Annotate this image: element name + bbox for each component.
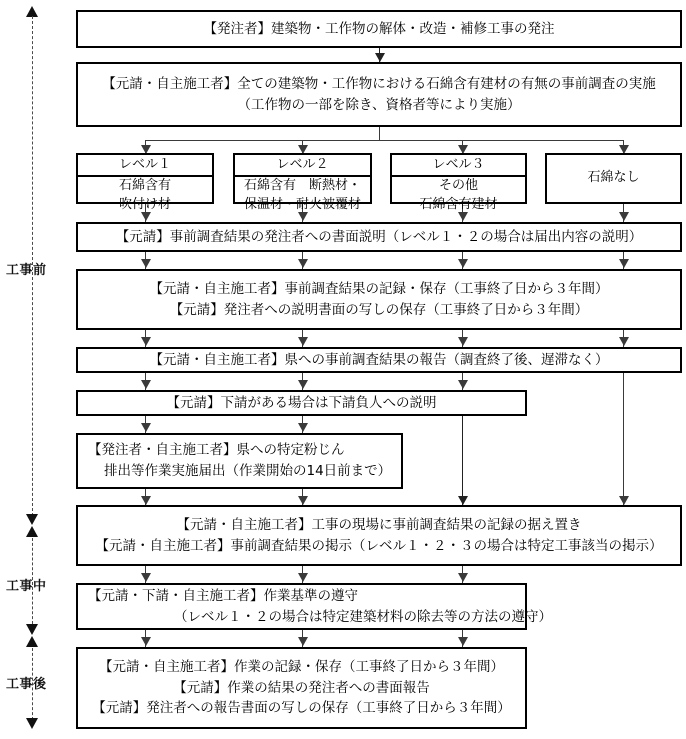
- timeline-label-during: 工事中: [6, 579, 47, 594]
- connector-report-bypass-lane-4: [623, 373, 624, 505]
- box-site-posting-line-1: 【元請・自主施工者】工事の現場に事前調査結果の記録の据え置き: [176, 516, 582, 533]
- arrowhead-postwork-3-icon: [458, 637, 468, 646]
- card-level-3-body-line-2: 石綿含有建材: [419, 196, 498, 212]
- arrowhead-site-posting-3-icon: [458, 496, 468, 505]
- card-level-1-header: レベル１: [78, 155, 212, 177]
- card-level-2-body-line-2: 保温材・耐火被覆材: [243, 196, 361, 212]
- box-post-work-line-2: 【元請】作業の結果の発注者への書面報告: [173, 679, 430, 696]
- timeline-divider-up-1-icon: [26, 526, 38, 537]
- arrowhead-postwork-2-icon: [298, 637, 308, 646]
- connector-subcontract-bypass-lane-3: [462, 416, 463, 505]
- arrowhead-site-posting-1-icon: [141, 496, 151, 505]
- card-level-3-body: [392, 177, 525, 215]
- timeline-divider-down-2-icon: [26, 624, 38, 635]
- box-work-standard-line-2: （レベル１・２の場合は特定建築材料の除去等の方法の遵守）: [174, 608, 552, 625]
- arrowhead-postwork-1-icon: [141, 637, 151, 646]
- box-record-keep: [76, 269, 682, 330]
- card-no-asbestos: [545, 153, 682, 204]
- connector-survey-bus: [145, 140, 624, 141]
- box-pre-survey-line-1: 【元請・自主施工者】全ての建築物・工作物における石綿含有建材の有無の事前調査の実施: [102, 75, 656, 92]
- arrowhead-standard-1-icon: [141, 573, 151, 582]
- card-no-asbestos-body: [547, 155, 680, 202]
- arrowhead-subcontract-3-icon: [458, 380, 468, 389]
- card-level-1-body-line-2: 吹付け材: [118, 196, 171, 212]
- card-no-asbestos-body-line-1: 石綿なし: [587, 170, 640, 186]
- box-post-work-line-1: 【元請・自主施工者】作業の記録・保存（工事終了日から３年間）: [99, 658, 504, 675]
- box-report-prefecture-line-1: 【元請・自主施工者】県への事前調査結果の報告（調査終了後、遅滞なく）: [149, 351, 609, 368]
- box-dust-notification-line-1: 【発注者・自主施工者】県への特定粉じん: [88, 442, 345, 459]
- box-report-prefecture: [76, 347, 682, 373]
- arrowhead-subcontract-1-icon: [141, 380, 151, 389]
- card-level-2-body: [235, 177, 370, 215]
- arrowhead-report-1-icon: [141, 337, 151, 346]
- connector-survey-trunk: [379, 127, 380, 140]
- arrowhead-record-4-icon: [619, 259, 629, 268]
- arrowhead-report-3-icon: [458, 337, 468, 346]
- arrowhead-dust-2-icon: [298, 423, 308, 432]
- box-order-work-line-1: 【発注者】建築物・工作物の解体・改造・補修工事の発注: [203, 20, 555, 37]
- box-post-work: [76, 647, 527, 729]
- timeline-divider-up-2-icon: [26, 636, 38, 647]
- card-level-1-body: [78, 177, 212, 215]
- card-level-2-body-line-1: 石綿含有 断熱材・: [243, 178, 361, 193]
- arrowhead-record-3-icon: [458, 259, 468, 268]
- timeline-bottom-arrow-icon: [26, 718, 38, 729]
- arrowhead-order-to-survey-icon: [375, 53, 385, 62]
- timeline-label-after: 工事後: [6, 677, 47, 692]
- arrowhead-site-posting-4-icon: [619, 496, 629, 505]
- box-order-work: [76, 10, 682, 48]
- card-level-3-header: レベル３: [392, 155, 525, 177]
- box-site-posting-line-2: 【元請・自主施工者】事前調査結果の掲示（レベル１・２・３の場合は特定工事該当の掲示）: [95, 537, 663, 554]
- card-level-2-header: レベル２: [235, 155, 370, 177]
- card-level-3: [390, 153, 527, 212]
- card-level-3-body-line-1: その他: [438, 178, 478, 193]
- arrowhead-standard-3-icon: [458, 573, 468, 582]
- box-written-explanation: [76, 222, 682, 252]
- arrowhead-report-2-icon: [298, 337, 308, 346]
- box-post-work-line-3: 【元請】発注者への報告書面の写しの保存（工事終了日から３年間）: [92, 700, 511, 717]
- box-subcontract-explanation-line-1: 【元請】下請がある場合は下請負人への説明: [166, 394, 437, 411]
- arrowhead-record-1-icon: [141, 259, 151, 268]
- arrowhead-site-posting-2-icon: [298, 496, 308, 505]
- arrowhead-report-4-icon: [619, 337, 629, 346]
- card-level-1-body-line-1: 石綿含有: [118, 178, 171, 193]
- box-written-explanation-line-1: 【元請】事前調査結果の発注者への書面説明（レベル１・２の場合は届出内容の説明）: [115, 228, 643, 245]
- arrowhead-dust-1-icon: [141, 423, 151, 432]
- arrowhead-explanation-4-icon: [619, 212, 629, 221]
- timeline-divider-down-1-icon: [26, 514, 38, 525]
- box-subcontract-explanation: [76, 390, 527, 416]
- box-record-keep-line-2: 【元請】発注者への説明書面の写しの保存（工事終了日から３年間）: [169, 301, 589, 318]
- box-site-posting: [76, 505, 682, 566]
- box-record-keep-line-1: 【元請・自主施工者】事前調査結果の記録・保存（工事終了日から３年間）: [149, 280, 609, 297]
- card-level-2: [233, 153, 372, 212]
- box-dust-notification: [76, 433, 403, 489]
- box-dust-notification-line-2: 排出等作業実施届出（作業開始の14日前まで）: [104, 463, 392, 479]
- card-level-1: [76, 153, 214, 212]
- arrowhead-record-2-icon: [298, 259, 308, 268]
- box-pre-survey-line-2: （工作物の一部を除き、資格者等により実施）: [237, 96, 521, 113]
- box-work-standard-line-1: 【元請・下請・自主施工者】作業基準の遵守: [88, 587, 358, 604]
- timeline-label-before: 工事前: [6, 263, 47, 278]
- arrowhead-subcontract-2-icon: [298, 380, 308, 389]
- box-work-standard: [76, 583, 552, 630]
- arrowhead-standard-2-icon: [298, 573, 308, 582]
- box-pre-survey: [76, 62, 682, 127]
